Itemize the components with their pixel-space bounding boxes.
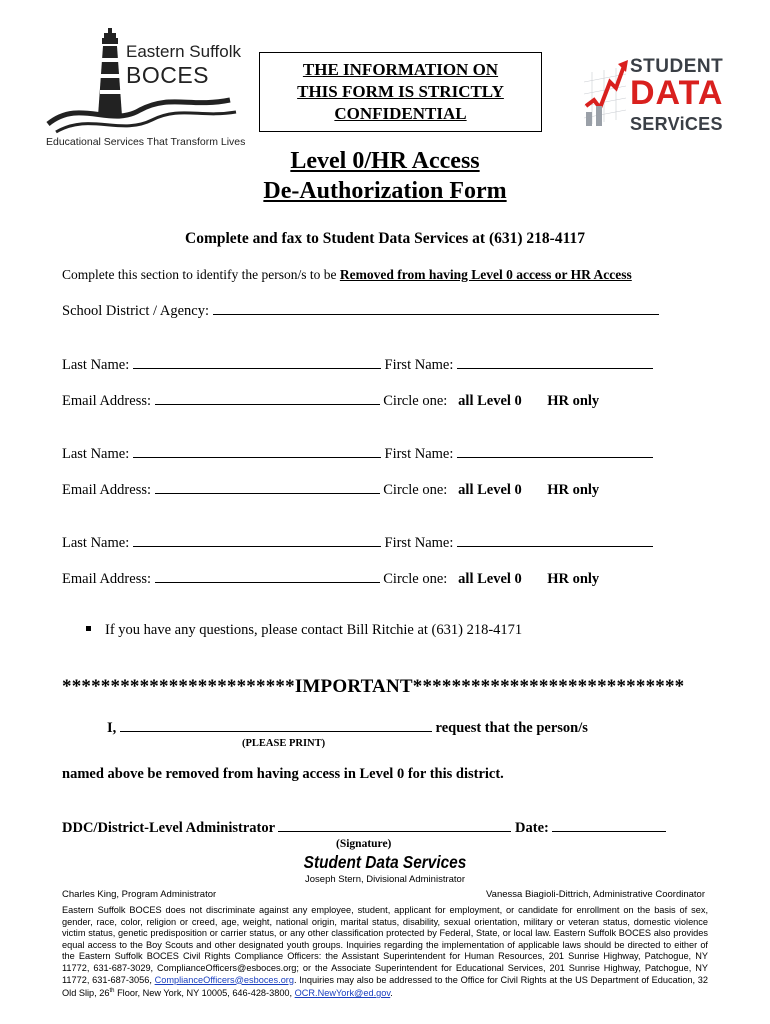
person1-email-row <box>62 391 599 410</box>
contact-note-text: If you have any questions, please contact Bill Ritchie at (631) 218-4171 <box>105 622 523 638</box>
person3-email-field[interactable] <box>155 569 380 583</box>
circle-one-label: Circle one: <box>383 393 448 409</box>
section-intro-emphasis: Removed from having Level 0 access or HR Access <box>339 267 632 282</box>
person2-first-name-field[interactable] <box>457 444 653 458</box>
notice-part1: Eastern Suffolk BOCES does not discriminate against any employee, student, applicant for employment, or candidate for enrollment on the basis of sex, gender, race, color, religion or creed, age, weight, national origin, marital status, disability, sexual orientation, military or veteran status, domestic violence victim status, genetic predisposition or carrier status, or any other classification protected by Federal, State, or local law. Eastern Suffolk BOCES also provides equal access to the Boy Scouts and other designated youth groups. Inquiries regarding the implementation of applicable laws should be directed to either of the Eastern Suffolk BOCES Civil Rights Compliance Officers: the Assistant Superintendent for Human Resources, 201 Sunrise Highway, Patchogue, NY 11772, 631-687-3029, ComplianceOfficers@esboces.org; or the Associate Superintendent for Educational Services, 201 Sunrise Highway, Patchogue, NY 11772, 631-687-3056, <box>62 905 708 985</box>
confidential-line3: CONFIDENTIAL <box>334 104 467 123</box>
footer-director: Joseph Stern, Divisional Administrator <box>305 874 465 885</box>
district-row <box>62 301 659 320</box>
confidential-line1: THE INFORMATION ON <box>302 60 499 79</box>
signature-field[interactable] <box>278 818 511 832</box>
first-name-label: First Name: <box>384 446 454 462</box>
removal-statement: named above be removed from having access in Level 0 for this district. <box>62 766 504 782</box>
email-label: Email Address: <box>62 482 152 498</box>
footer-admin-left: Charles King, Program Administrator <box>62 889 217 900</box>
logo-text-line1: Eastern Suffolk <box>126 42 241 61</box>
person3-option-hr[interactable]: HR only <box>547 571 600 587</box>
important-stars-left: ************************ <box>62 676 295 697</box>
email-label: Email Address: <box>62 393 152 409</box>
important-banner <box>62 676 712 698</box>
last-name-label: Last Name: <box>62 446 130 462</box>
district-label: School District / Agency: <box>62 303 209 319</box>
circle-one-label: Circle one: <box>383 571 448 587</box>
request-line <box>107 718 588 737</box>
notice-part3: Floor, New York, NY 10005, 646-428-3800, <box>114 988 295 999</box>
notice-part2: . Inquiries may also be addressed to the Office for Civil Rights at the US Department of Education, 32 Old Slip, 26 <box>62 974 709 999</box>
person1-first-name-field[interactable] <box>457 355 653 369</box>
person3-name-row <box>62 533 653 552</box>
person3-email-row <box>62 569 599 588</box>
person2-last-name-field[interactable] <box>133 444 381 458</box>
notice-superscript: th <box>109 988 115 995</box>
fax-instructions: Complete and fax to Student Data Services at (631) 218-4117 <box>185 230 585 247</box>
circle-one-label: Circle one: <box>383 482 448 498</box>
first-name-label: First Name: <box>384 357 454 373</box>
request-suffix: request that the person/s <box>435 720 588 736</box>
footer-admin-right: Vanessa Biagioli-Dittrich, Administrative Coordinator <box>486 889 705 900</box>
confidential-line2: THIS FORM IS STRICTLY <box>297 82 504 101</box>
person1-option-level0[interactable]: all Level 0 <box>458 393 522 409</box>
eastern-suffolk-boces-logo <box>40 28 250 158</box>
person2-email-field[interactable] <box>155 480 380 494</box>
section-intro-text: Complete this section to identify the person/s to be <box>62 267 340 282</box>
signature-label: (Signature) <box>336 838 392 850</box>
bullet-square-icon <box>86 626 91 631</box>
person3-first-name-field[interactable] <box>457 533 653 547</box>
person2-option-level0[interactable]: all Level 0 <box>458 482 522 498</box>
logo-text-line2: BOCES <box>126 62 210 88</box>
person3-last-name-field[interactable] <box>133 533 381 547</box>
logo-right-line3: SERViCES <box>630 114 723 134</box>
last-name-label: Last Name: <box>62 535 130 551</box>
ddc-signature-row <box>62 818 666 837</box>
nondiscrimination-notice <box>62 905 708 1000</box>
person1-last-name-field[interactable] <box>133 355 381 369</box>
person3-option-level0[interactable]: all Level 0 <box>458 571 522 587</box>
person1-option-hr[interactable]: HR only <box>547 393 600 409</box>
important-stars-right: **************************** <box>412 676 685 697</box>
ocr-email-link[interactable]: OCR.NewYork@ed.gov <box>294 988 391 999</box>
contact-note <box>86 622 522 639</box>
compliance-email-link[interactable]: ComplianceOfficers@esboces.org <box>154 974 294 985</box>
requester-name-field[interactable] <box>120 718 432 732</box>
person2-option-hr[interactable]: HR only <box>547 482 600 498</box>
email-label: Email Address: <box>62 571 152 587</box>
first-name-label: First Name: <box>384 535 454 551</box>
person2-email-row <box>62 480 599 499</box>
ddc-label: DDC/District-Level Administrator <box>62 820 275 836</box>
please-print-label: (PLEASE PRINT) <box>242 738 326 749</box>
important-word: IMPORTANT <box>294 676 413 697</box>
logo-right-line1: STUDENT <box>630 56 724 77</box>
section-intro <box>62 267 632 283</box>
person1-name-row <box>62 355 653 374</box>
student-data-services-logo <box>580 52 728 142</box>
last-name-label: Last Name: <box>62 357 130 373</box>
date-field[interactable] <box>552 818 666 832</box>
person1-email-field[interactable] <box>155 391 380 405</box>
notice-part4: . <box>390 988 393 999</box>
person2-name-row <box>62 444 653 463</box>
logo-right-line2: DATA <box>630 74 724 112</box>
form-title-line2: De-Authorization Form <box>263 178 507 204</box>
district-field[interactable] <box>213 301 659 315</box>
confidential-notice-box <box>259 52 542 132</box>
request-prefix: I, <box>107 720 117 736</box>
date-label: Date: <box>515 820 549 836</box>
logo-tagline: Educational Services That Transform Lives <box>46 136 246 148</box>
form-title-line1: Level 0/HR Access <box>290 148 480 174</box>
footer-heading: Student Data Services <box>303 852 467 872</box>
